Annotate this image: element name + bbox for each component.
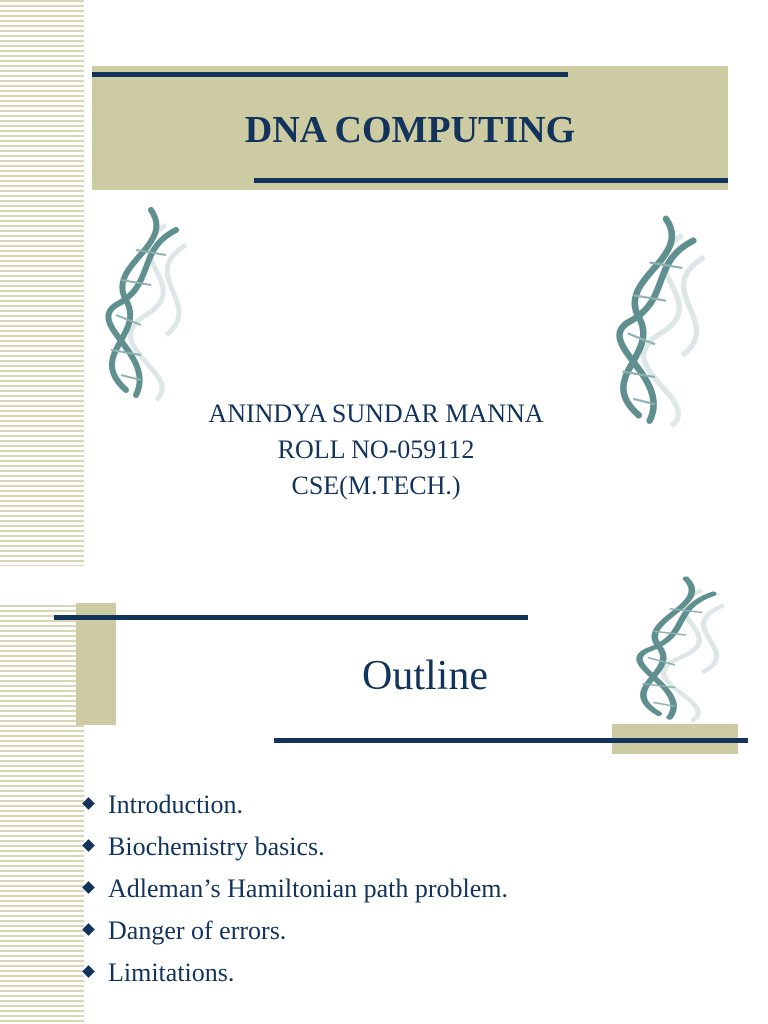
list-item	[78, 826, 698, 868]
outline-heading: Outline	[362, 653, 488, 699]
dna-helix-icon	[626, 575, 746, 725]
bullet-diamond-icon	[82, 839, 95, 852]
left-stripe-decoration	[0, 0, 84, 1024]
list-item	[78, 784, 698, 826]
outline-top-rule	[54, 615, 528, 620]
outline-bottom-rule	[274, 738, 748, 743]
list-item	[78, 952, 698, 994]
bullet-diamond-icon	[82, 797, 95, 810]
list-item-text: Introduction.	[108, 790, 244, 819]
list-item	[78, 868, 698, 910]
outline-list	[78, 784, 698, 994]
title-bottom-rule	[254, 178, 728, 183]
list-item-text: Danger of errors.	[108, 916, 287, 945]
stripe-gap	[0, 566, 84, 604]
author-block	[120, 396, 632, 504]
dna-helix-icon	[96, 205, 206, 405]
list-item	[78, 910, 698, 952]
list-item-text: Limitations.	[108, 958, 235, 987]
outline-left-tan-block	[76, 603, 116, 725]
bullet-diamond-icon	[82, 965, 95, 978]
bullet-diamond-icon	[82, 881, 95, 894]
list-item-text: Adleman’s Hamiltonian path problem.	[108, 874, 509, 903]
slide-title: DNA COMPUTING	[244, 109, 576, 151]
title-top-rule	[92, 72, 568, 77]
author-name: ANINDYA SUNDAR MANNA	[208, 399, 544, 428]
list-item-text: Biochemistry basics.	[108, 832, 325, 861]
course-name: CSE(M.TECH.)	[291, 471, 461, 500]
roll-number: ROLL NO-059112	[277, 435, 475, 464]
bullet-diamond-icon	[82, 923, 95, 936]
